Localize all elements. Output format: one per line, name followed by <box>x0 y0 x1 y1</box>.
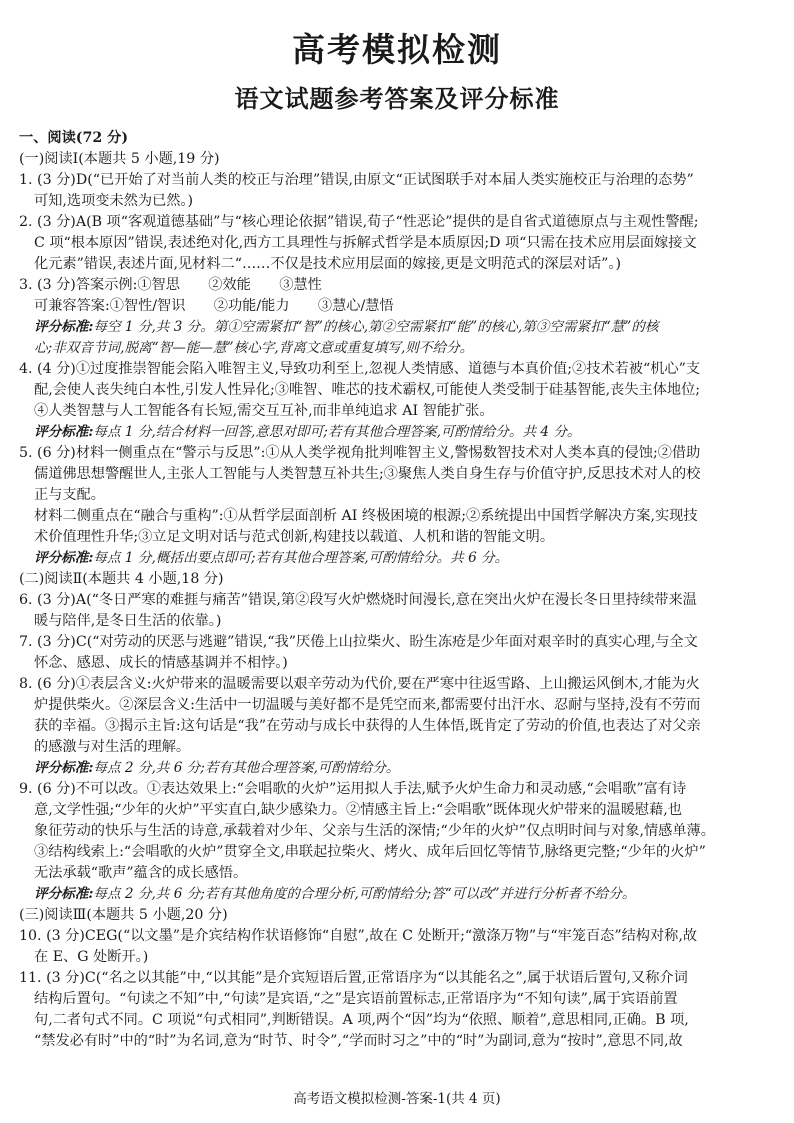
scoring-standard-label: 评分标准: <box>34 424 94 440</box>
answer-continuation: 怀念、感恩、成长的情感基调并不相悖。) <box>34 655 288 671</box>
answer-item: 4. (4 分)①过度推崇智能会陷入唯智主义,导致功利至上,忽视人类情感、道德与本真价值;②技术若被“机心”支 <box>19 361 701 377</box>
answer-item: 5. (6 分)材料一侧重点在“警示与反思”:①从人类学视角批判唯智主义,警惕数智技术对人类本真的侵蚀;②借助 <box>19 445 701 461</box>
answer-item: 8. (6 分)①表层含义:火炉带来的温暖需要以艰辛劳动为代价,要在严寒中往返雪路、上山搬运风倒木,才能为火 <box>19 676 700 692</box>
answer-item: 3. (3 分)答案示例:①智思 ②效能 ③慧性 <box>19 277 322 293</box>
answer-item: 7. (3 分)C(“对劳动的厌恶与逃避”错误,“我”厌倦上山拉柴火、盼生冻疮是少年面对艰辛时的真实心理,与全文 <box>19 634 698 650</box>
answer-continuation: ④人类智慧与人工智能各有长短,需交互互补,而非单纯追求 AI 智能扩张。 <box>34 403 494 419</box>
scoring-standard-text: 每点 1 分,概括出要点即可;若有其他合理答案,可酌情给分。共 6 分。 <box>93 550 509 566</box>
scoring-standard: 心;非双音节词,脱离“智—能—慧”核心字,背离文意或重复填写,则不给分。 <box>34 340 474 356</box>
subsection-heading: (一)阅读Ⅰ(本题共 5 小题,19 分) <box>19 151 220 167</box>
subsection-heading: (二)阅读Ⅱ(本题共 4 小题,18 分) <box>19 571 224 587</box>
answer-continuation: 获的幸福。③揭示主旨:这句话是“我”在劳动与成长中获得的人生体悟,既肯定了劳动的价值,也表达了对父亲 <box>34 718 701 734</box>
answer-continuation: 可知,选项变未然为已然。) <box>34 193 194 209</box>
scoring-standard-label: 评分标准: <box>34 319 94 335</box>
answer-content <box>19 128 777 1052</box>
page-footer: 高考语文模拟检测-答案-1(共 4 页) <box>293 1091 501 1107</box>
subsection-heading: (三)阅读Ⅲ(本题共 5 小题,20 分) <box>19 907 228 923</box>
page-title: 高考模拟检测 <box>292 30 502 69</box>
answer-continuation: 的感激与对生活的理解。 <box>34 739 191 755</box>
answer-continuation: 象征劳动的快乐与生活的诗意,承载着对少年、父亲与生活的深情;“少年的火炉”仅点明时间与对象,情感单薄。 <box>34 823 715 839</box>
answer-continuation: “禁发必有时”中的“时”为名词,意为“时节、时令”,“学而时习之”中的“时”为副词,意为“按时”,意思不同,故 <box>34 1033 683 1049</box>
section-heading: 一、阅读(72 分) <box>19 130 129 146</box>
answer-continuation: 化元素”错误,表述片面,见材料二“……不仅是技术应用层面的嫁接,更是文明范式的深层对话”。) <box>34 256 622 272</box>
answer-continuation: 结构后置句。“句读之不知”中,“句读”是宾语,“之”是宾语前置标志,正常语序为“不知句读”,属于宾语前置 <box>34 991 678 1007</box>
answer-continuation: 暖与陪伴,是冬日生活的依靠。) <box>34 613 222 629</box>
scoring-standard-text: 每点 2 分,共 6 分;若有其他合理答案,可酌情给分。 <box>93 760 400 776</box>
answer-item: 9. (6 分)不可以改。①表达效果上:“会唱歌的火炉”运用拟人手法,赋予火炉生命力和灵动感,“会唱歌”富有诗 <box>19 781 687 797</box>
answer-continuation: 无法承载“歌声”蕴含的成长感悟。 <box>34 865 248 881</box>
scoring-standard-text: 每空 1 分,共 3 分。第①空需紧扣“智”的核心,第②空需紧扣“能”的核心,第③空需紧扣“慧”的核 <box>93 319 659 335</box>
scoring-standard-text: 每点 2 分,共 6 分;若有其他角度的合理分析,可酌情给分;答“可以改”并进行分析者不给分。 <box>93 886 636 902</box>
scoring-standard <box>19 422 777 443</box>
answer-continuation: 意,文学性强;“少年的火炉”平实直白,缺少感染力。②情感主旨上:“会唱歌”既体现火炉带来的温暖慰藉,也 <box>34 802 682 818</box>
answer-continuation: 材料二侧重点在“融合与重构”:①从哲学层面剖析 AI 终极困境的根源;②系统提出中国哲学解决方案,实现技 <box>34 508 698 524</box>
scoring-standard <box>19 884 777 905</box>
answer-continuation: C 项“根本原因”错误,表述绝对化,西方工具理性与拆解式哲学是本质原因;D 项“只需在技术应用层面嫁接文 <box>34 235 697 251</box>
answer-continuation: 可兼容答案:①智性/智识 ②功能/能力 ③慧心/慧悟 <box>34 298 394 314</box>
answer-item: 11. (3 分)C(“名之以其能”中,“以其能”是介宾短语后置,正常语序为“以其能名之”,属于状语后置句,又称介词 <box>19 970 688 986</box>
answer-item: 10. (3 分)CEG(“以文墨”是介宾结构作状语修饰“自慰”,故在 C 处断开;“激涤万物”与“牢笼百态”结构对称,故 <box>19 928 698 944</box>
scoring-standard-text: 每点 1 分,结合材料一回答,意思对即可;若有其他合理答案,可酌情给分。共 4 分。 <box>93 424 581 440</box>
answer-continuation: 术价值理性升华;③立足文明对话与范式创新,构建技以载道、人机和谐的智能文明。 <box>34 529 555 545</box>
page-subtitle: 语文试题参考答案及评分标准 <box>234 85 560 113</box>
answer-continuation: 儒道佛思想警醒世人,主张人工智能与人类智慧互补共生;③聚焦人类自身生存与价值守护,反思技术对人的校 <box>34 466 701 482</box>
scoring-standard-label: 评分标准: <box>34 550 94 566</box>
answer-item: 1. (3 分)D(“已开始了对当前人类的校正与治理”错误,由原文“正试图联手对本届人类实施校正与治理的态势” <box>19 172 694 188</box>
scoring-standard-label: 评分标准: <box>34 886 94 902</box>
answer-continuation: 配,会使人丧失纯白本性,引发人性异化;③唯智、唯芯的技术霸权,可能使人类受制于硅基智能,丧失主体地位; <box>34 382 701 398</box>
scoring-standard <box>19 758 777 779</box>
answer-item: 2. (3 分)A(B 项“客观道德基础”与“核心理论依据”错误,荀子“性恶论”提供的是自省式道德原点与主观性警醒; <box>19 214 699 230</box>
answer-continuation: 正与支配。 <box>34 487 105 503</box>
answer-continuation: ③结构线索上:“会唱歌的火炉”贯穿全文,串联起拉柴火、烤火、成年后回忆等情节,脉络更完整;“少年的火炉” <box>34 844 706 860</box>
scoring-standard <box>19 317 777 338</box>
answer-continuation: 在 E、G 处断开。) <box>34 949 149 965</box>
answer-continuation: 句,二者句式不同。C 项说“句式相同”,判断错误。A 项,两个“因”均为“依照、顺着”,意思相同,正确。B 项, <box>34 1012 689 1028</box>
answer-continuation: 炉提供柴火。②深层含义:生活中一切温暖与美好都不是凭空而来,都需要付出汗水、忍耐与坚持,没有不劳而 <box>34 697 701 713</box>
scoring-standard <box>19 548 777 569</box>
scoring-standard-label: 评分标准: <box>34 760 94 776</box>
answer-item: 6. (3 分)A(“冬日严寒的难捱与痛苦”错误,第②段写火炉燃烧时间漫长,意在突出火炉在漫长冬日里持续带来温 <box>19 592 697 608</box>
